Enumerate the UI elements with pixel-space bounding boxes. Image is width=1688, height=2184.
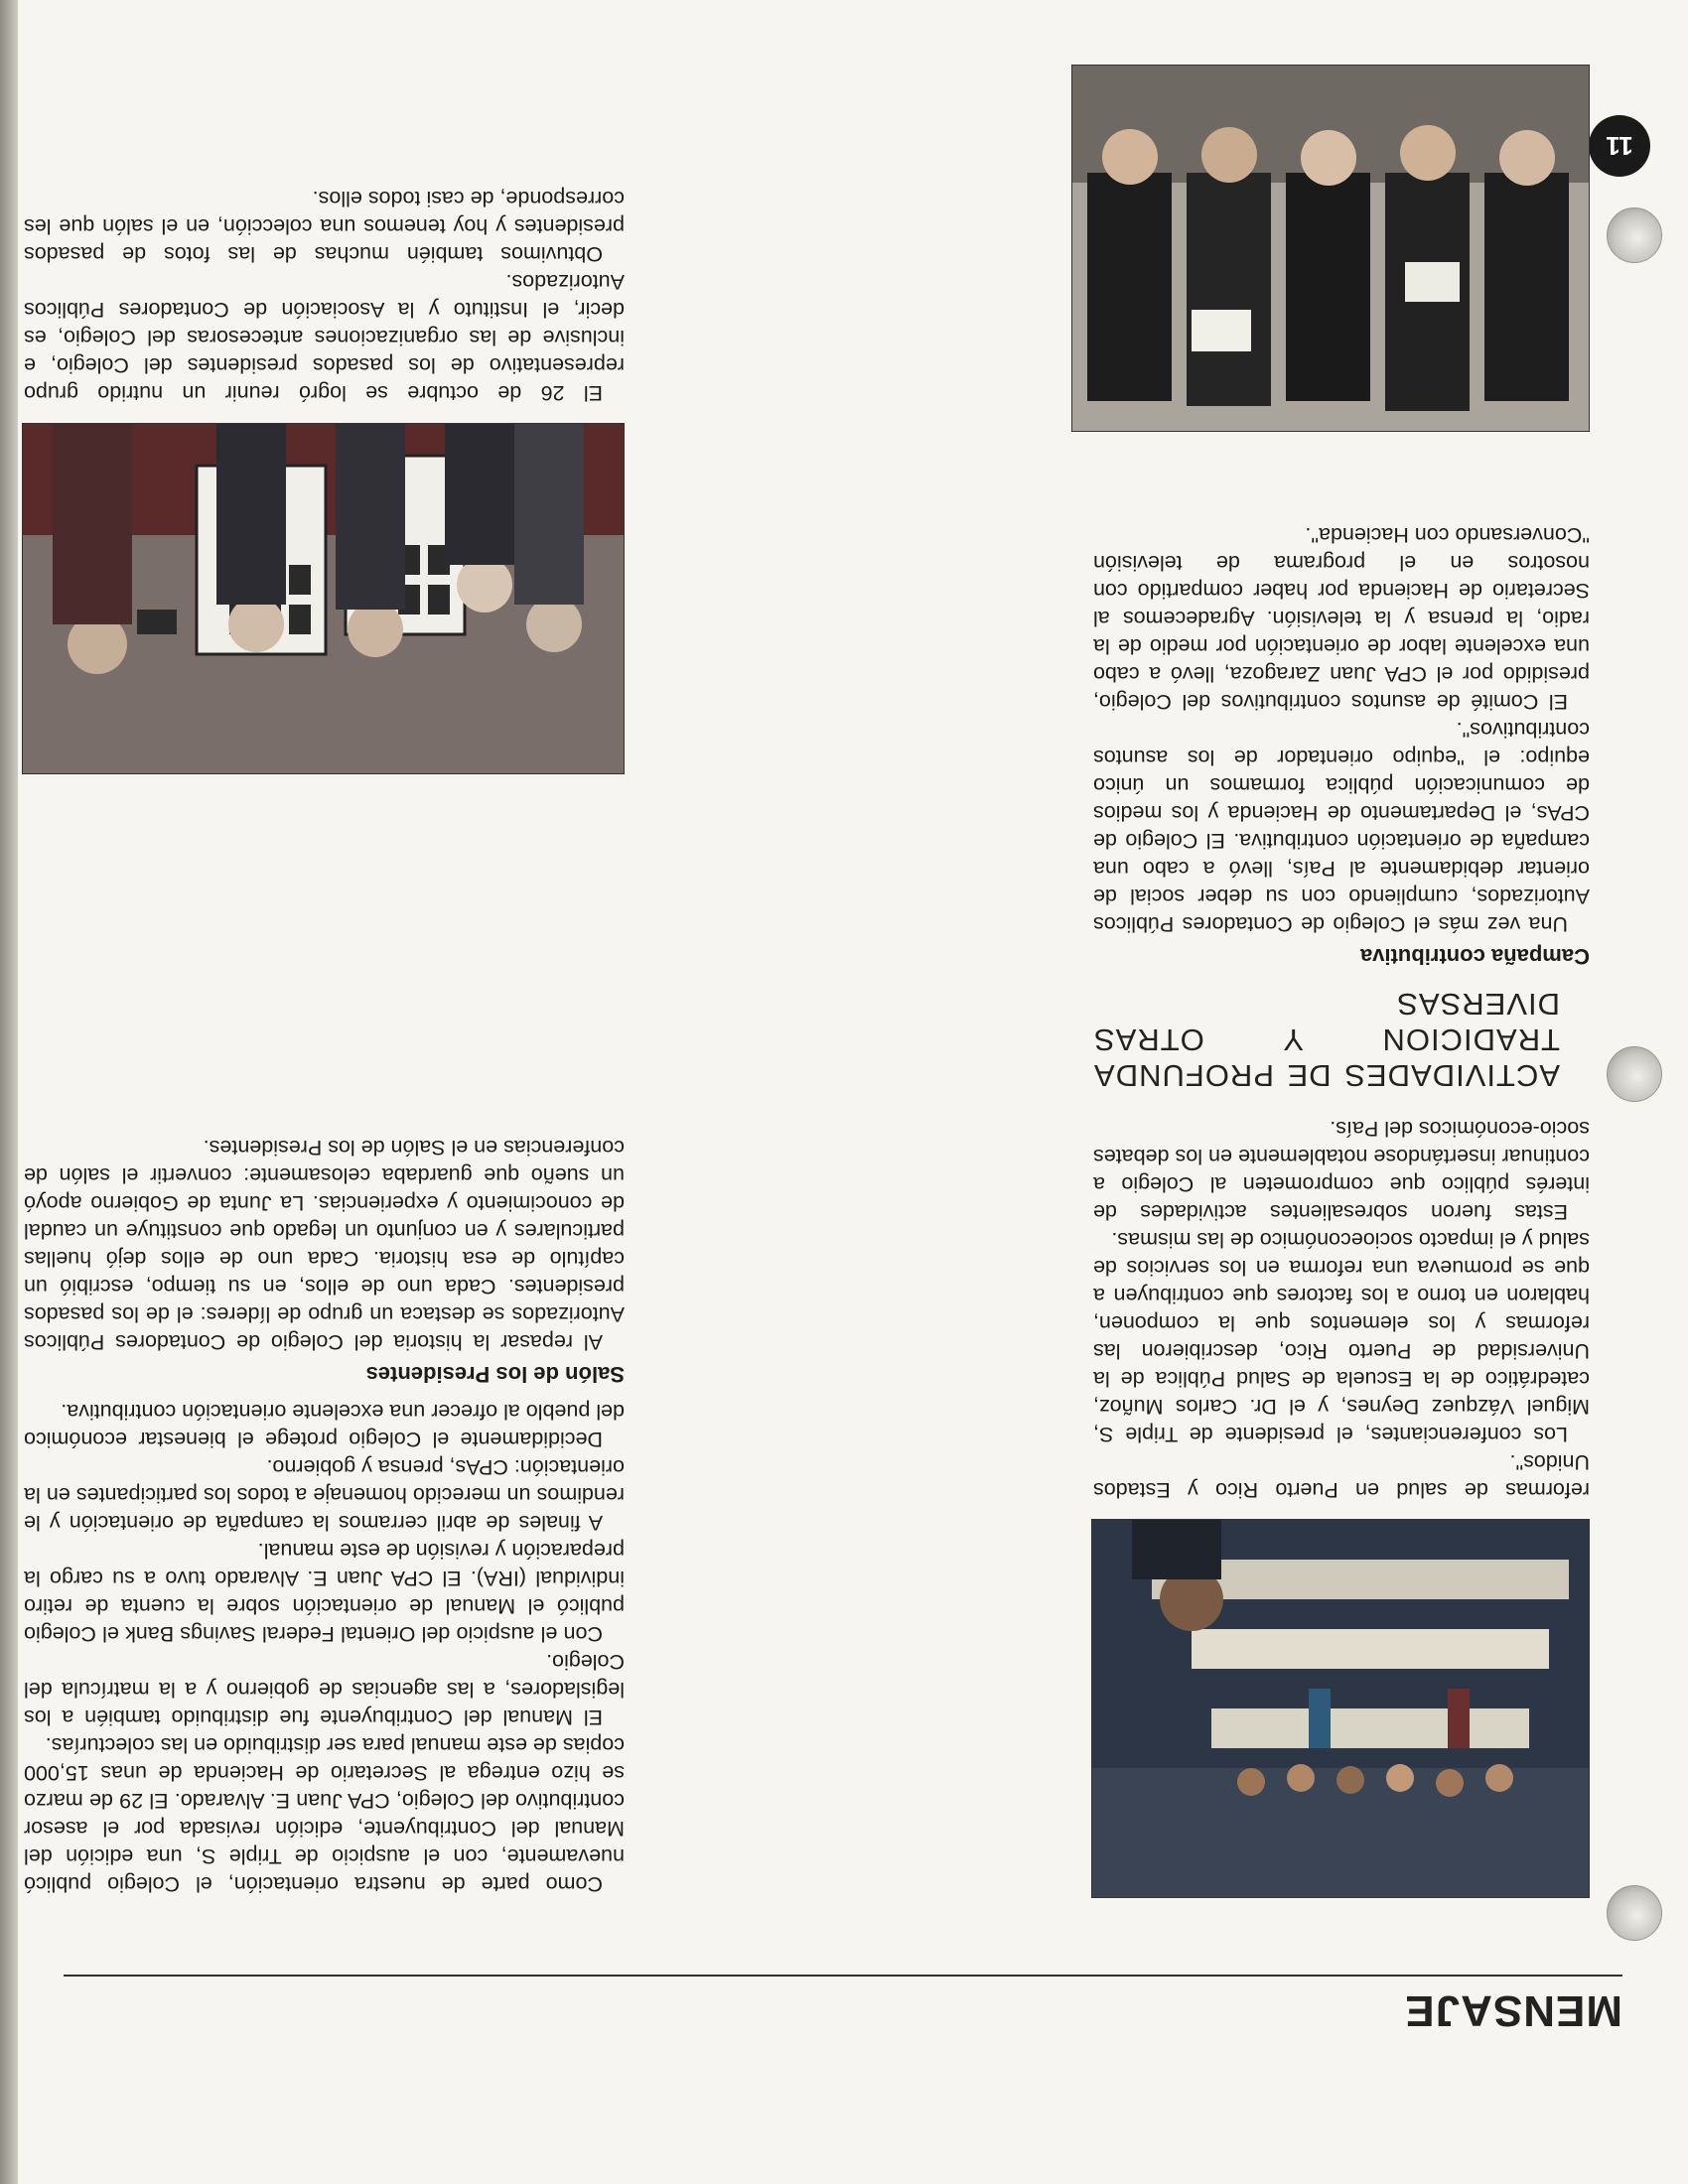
paragraph: El Manual del Contribuyente fue distribuido también a los legisladores, a las agencias de gobierno y a la matrícula del Colegio. [24, 1650, 625, 1729]
paragraph: El Comité de asuntos contributivos del Colegio, presidido por el CPA Juan Zaragoza, llevó a cabo una excelente labor de orientación por medio de la radio, la prensa y la televisión. Agradecemos al Secretario de Hacienda por haber compartido con nosotros en el programa de televisión "Conversando con Hacienda". [1093, 523, 1590, 714]
photo-campaign-group-image [1072, 66, 1589, 431]
paragraph: reformas de salud en Puerto Rico y Estados Unidos". [1093, 1450, 1590, 1502]
paragraph: Al repasar la historia del Colegio de Contadores Públicos Autorizados se destaca un grupo de líderes: el de los pasados presidentes. Cada uno de ellos, en su tiempo, escribió un capítulo de esa historia. Cada uno de ellos dejó huellas particulares y en conjunto un legado que constituye un caudal de conocimiento y experiencias. La Junta de Gobierno apoyó un sueño que guardaba celosamente: convertir el salón de conferencias en el Salón de los Presidentes. [24, 1136, 625, 1354]
photo-presidents-hall-image [23, 424, 624, 773]
right-column [24, 1134, 625, 1898]
paragraph: El 26 de octubre se logró reunir un nutrido grupo representativo de los pasados presidentes del Colegio, e inclusive de las organizaciones antecesoras del Colegio, es decir, el Instituto y la Asociación de Contadores Públicos Autorizados. [24, 270, 625, 405]
photo-presidents-hall [22, 423, 625, 774]
photo-conference-audience [1091, 1519, 1590, 1898]
paragraph: Estas fueron sobresalientes actividades de interés público que comprometen al Colegio a continuar insertándose notablemente en los debates socio-económicos del País. [1093, 1117, 1590, 1224]
binder-hole [1607, 1046, 1662, 1102]
photo-campaign-group [1071, 65, 1590, 432]
page-header: MENSAJE [1404, 1986, 1622, 2035]
left-column [1093, 521, 1590, 1504]
photo-conference-audience-image [1092, 1520, 1589, 1897]
binder-hole [1607, 207, 1662, 263]
paragraph: Los conferenciantes, el presidente de Triple S, Miguel Vázquez Deynes, y el Dr. Carlos Muñoz, catedrático de la Escuela de Salud Pública de la Universidad de Puerto Rico, describieron las reformas y los elementos que la componen, hablaron en torno a los factores que contribuyen a que se promueva una reforma en los servicios de salud y el impacto socioeconómico de las mismas. [1093, 1228, 1590, 1446]
right-column-bottom [24, 185, 625, 407]
binder-hole [1607, 1885, 1662, 1941]
paragraph: A finales de abril cerramos la campaña de orientación y le rendimos un merecido homenaje a todos los participantes en la orientación: CPAs, prensa y gobierno. [24, 1455, 625, 1535]
paragraph: Como parte de nuestra orientación, el Colegio publicó nuevamente, con el auspicio de Triple S, una edición del Manual del Contribuyente, edición revisada por el asesor contributivo del Colegio, CPA Juan E. Alvarado. El 29 de marzo se hizo entrega al Secretario de Hacienda de unas 15,000 copias de este manual para ser distribuido en las colecturías. [24, 1733, 625, 1896]
paragraph: Con el auspicio del Oriental Federal Savings Bank el Colegio publicó el Manual de orientación sobre la cuenta de retiro individual (IRA). El CPA Juan E. Alvarado tuvo a su cargo la preparación y revisión de este manual. [24, 1539, 625, 1646]
subheading-campaign: Campaña contributiva [1359, 944, 1590, 969]
header-rule [64, 1975, 1622, 1977]
paragraph: Decididamente el Colegio protege el bienestar económico del pueblo al ofrecer una excelente orientación contributiva. [24, 1400, 625, 1451]
section-title: ACTIVIDADES DE PROFUNDA TRADICION Y OTRAS DIVERSAS [1093, 987, 1560, 1093]
paragraph: Una vez más el Colegio de Contadores Públicos Autorizados, cumpliendo con su deber social de orientar debidamente al País, llevó a cabo una campaña de orientación contributiva. El Colegio de CPAs, el Departamento de Hacienda y los medios de comunicación pública formamos un único equipo: el "equipo orientador de los asuntos contributivos". [1093, 718, 1590, 936]
subheading-presidents: Salón de los Presidentes [365, 1362, 625, 1387]
binding-edge [0, 0, 18, 2184]
paragraph: Obtuvimos también muchas de las fotos de pasados presidentes y hoy tenemos una colección, en el salón que les corresponde, de casi todos ellos. [24, 187, 625, 266]
page-number-badge: 11 [1589, 115, 1650, 177]
